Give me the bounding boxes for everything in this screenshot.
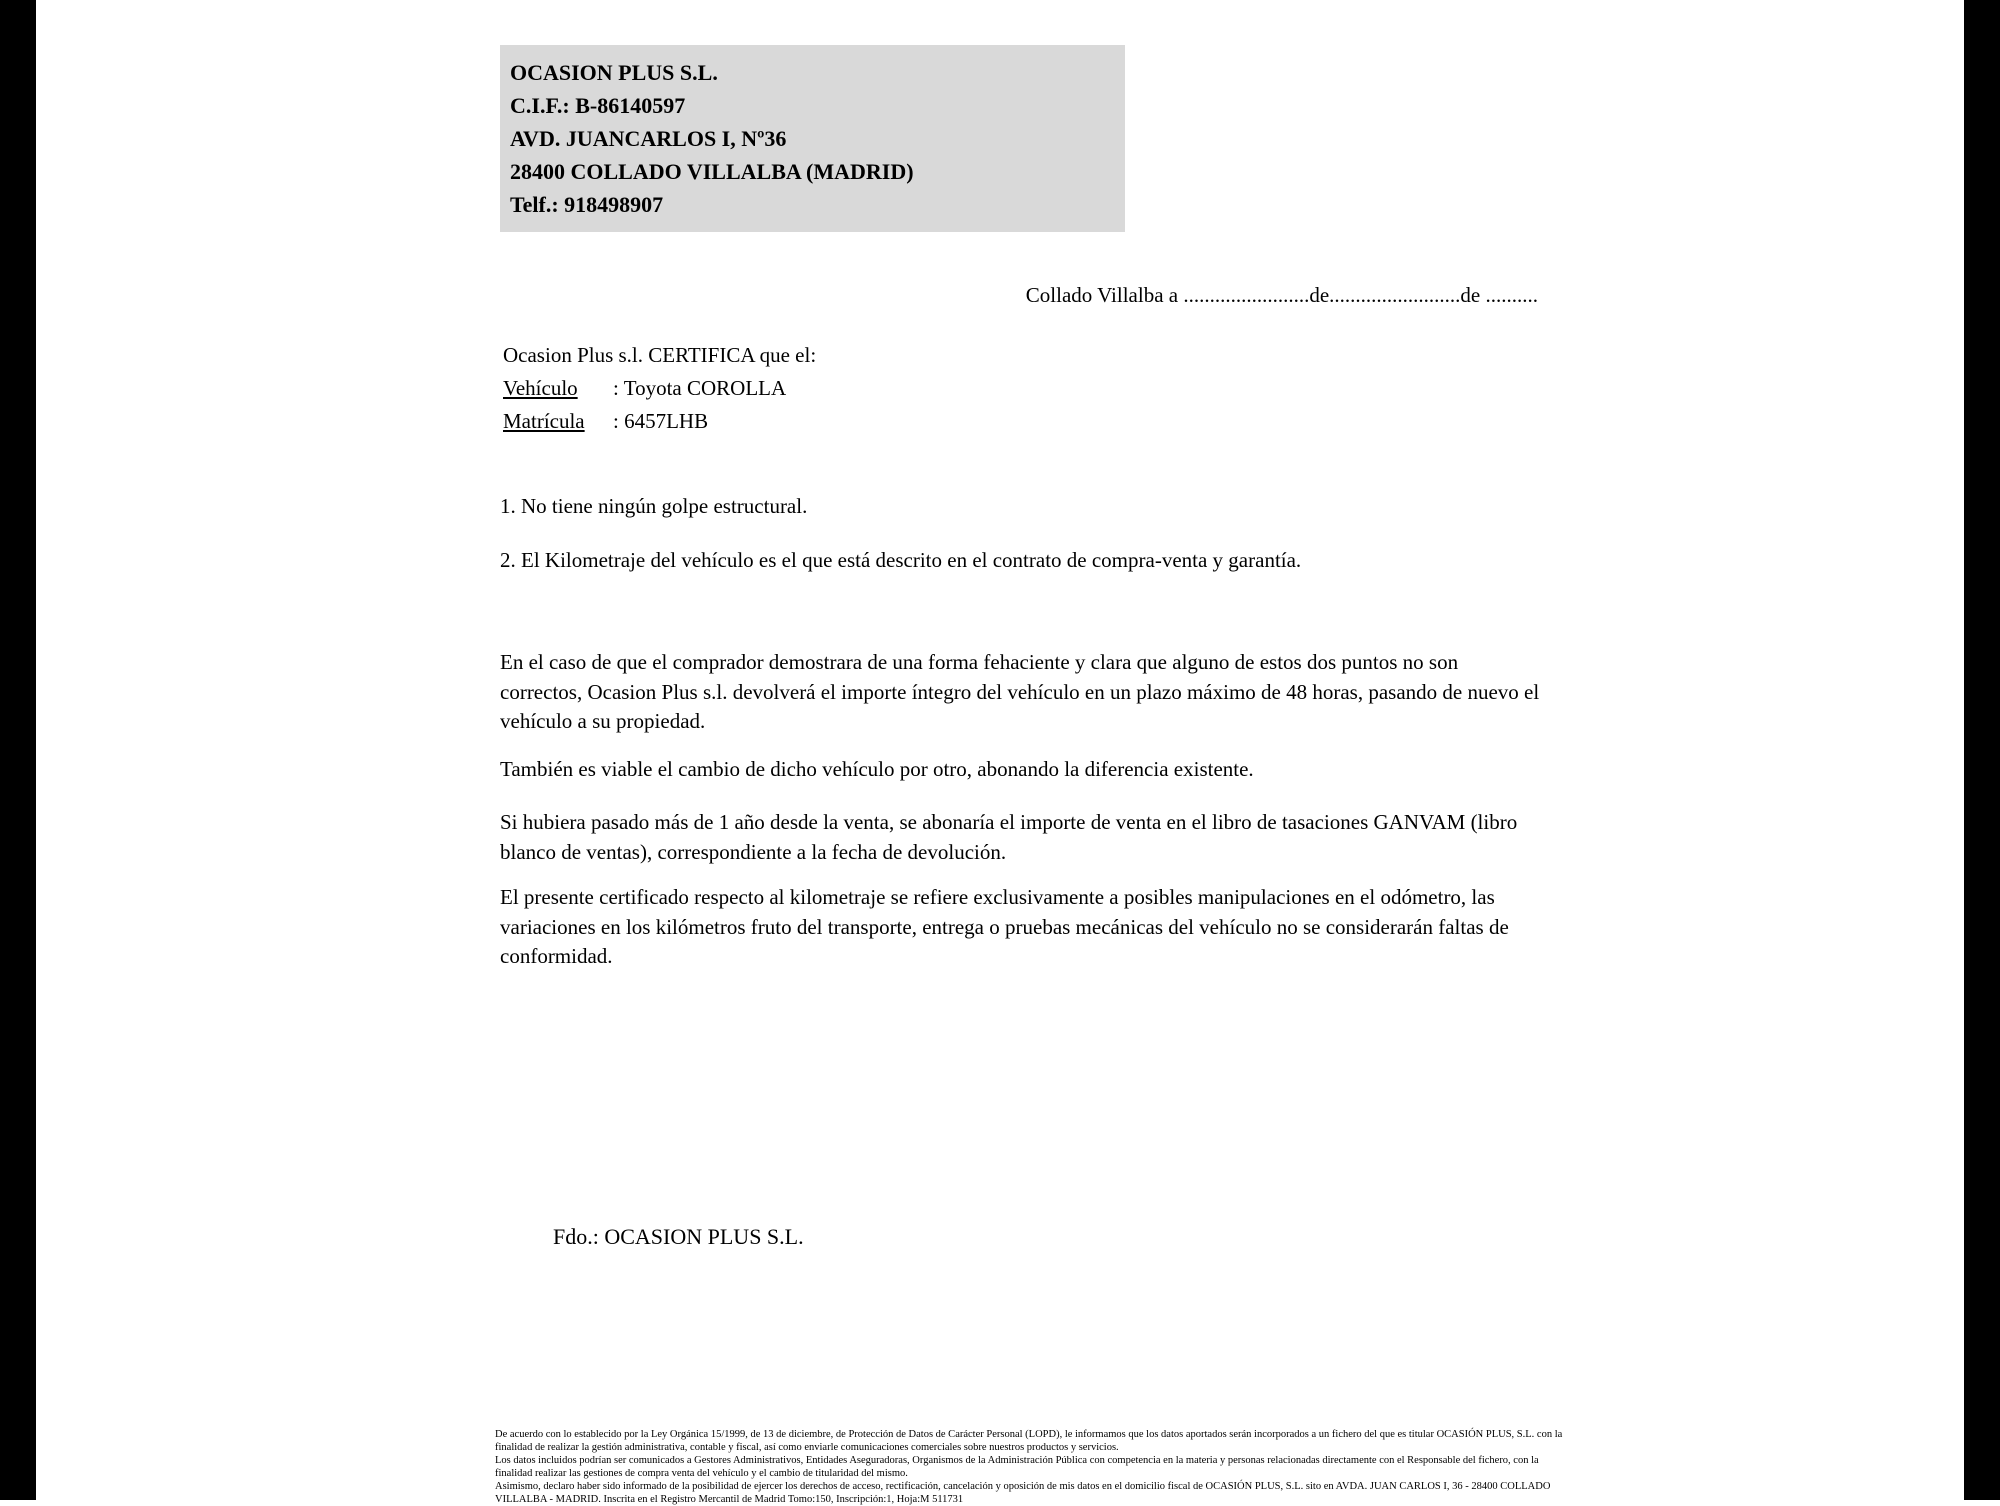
plate-label: Matrícula	[503, 409, 585, 433]
body-paragraph-refund: En el caso de que el comprador demostrara de una forma fehaciente y clara que alguno de estos dos puntos no son correctos, Ocasion Plus s.l. devolverá el importe íntegro del vehículo en un plazo máximo de 48 horas, pasando de nuevo el vehículo a su propiedad.	[500, 650, 1540, 733]
certificate-point-2: 2. El Kilometraje del vehículo es el que está descrito en el contrato de compra-venta y garantía.	[500, 548, 1302, 572]
certificate-point-1: 1. No tiene ningún golpe estructural.	[500, 494, 808, 518]
plate-label-slot	[503, 407, 613, 436]
signature-line: Fdo.: OCASION PLUS S.L.	[553, 1224, 804, 1249]
company-address: AVD. JUANCARLOS I, Nº36	[510, 126, 787, 151]
date-line: Collado Villalba a ........................de.........................de ..........	[1025, 283, 1538, 307]
vehicle-label: Vehículo	[503, 376, 578, 400]
plate-field	[503, 407, 708, 436]
vehicle-value: : Toyota COROLLA	[613, 376, 787, 400]
legal-paragraph-lopd: De acuerdo con lo establecido por la Ley Orgánica 15/1999, de 13 de diciembre, de Protección de Datos de Carácter Personal (LOPD), le informamos que los datos aportados serán incorporados a un fichero del que es titular OCASIÓN PLUS, S.L. con la finalidad de realizar la gestión administrativa, contable y fiscal, así como enviarle comunicaciones comerciales sobre nuestros productos y servicios.	[495, 1429, 1563, 1453]
legal-fine-print	[495, 1428, 1563, 1506]
body-paragraph-ganvam: Si hubiera pasado más de 1 año desde la venta, se abonaría el importe de venta en el libro de tasaciones GANVAM (libro blanco de ventas), correspondiente a la fecha de devolución.	[500, 810, 1518, 864]
vehicle-label-slot	[503, 374, 613, 403]
plate-value: : 6457LHB	[613, 409, 709, 433]
company-name: OCASION PLUS S.L.	[510, 60, 718, 85]
body-paragraph-odometer: El presente certificado respecto al kilometraje se refiere exclusivamente a posibles manipulaciones en el odómetro, las variaciones en los kilómetros fruto del transporte, entrega o pruebas mecánicas del vehículo no se considerarán faltas de conformidad.	[500, 885, 1509, 968]
company-cif: C.I.F.: B-86140597	[510, 93, 686, 118]
company-city: 28400 COLLADO VILLALBA (MADRID)	[510, 159, 914, 184]
legal-paragraph-registro: Asimismo, declaro haber sido informado de la posibilidad de ejercer los derechos de acceso, rectificación, cancelación y oposición de mis datos en el domicilio fiscal de OCASIÓN PLUS, S.L. sito en AVDA. JUAN CARLOS I, 36 - 28400 COLLADO VILLALBA - MADRID. Inscrita en el Registro Mercantil de Madrid Tomo:150, Inscripción:1, Hoja:M 511731	[495, 1481, 1551, 1505]
certify-line: Ocasion Plus s.l. CERTIFICA que el:	[503, 343, 817, 367]
company-header-block	[500, 45, 1125, 232]
vehicle-field	[503, 374, 786, 403]
company-phone: Telf.: 918498907	[510, 192, 664, 217]
body-paragraph-exchange: También es viable el cambio de dicho vehículo por otro, abonando la diferencia existente.	[500, 757, 1254, 781]
legal-paragraph-datos: Los datos incluidos podrían ser comunicados a Gestores Administrativos, Entidades Aseguradoras, Organismos de la Administración Pública con competencia en la materia y personas relacionadas directamente con el Responsable del fichero, con la finalidad realizar las gestiones de compra venta del vehículo y el cambio de titularidad del mismo.	[495, 1455, 1539, 1479]
